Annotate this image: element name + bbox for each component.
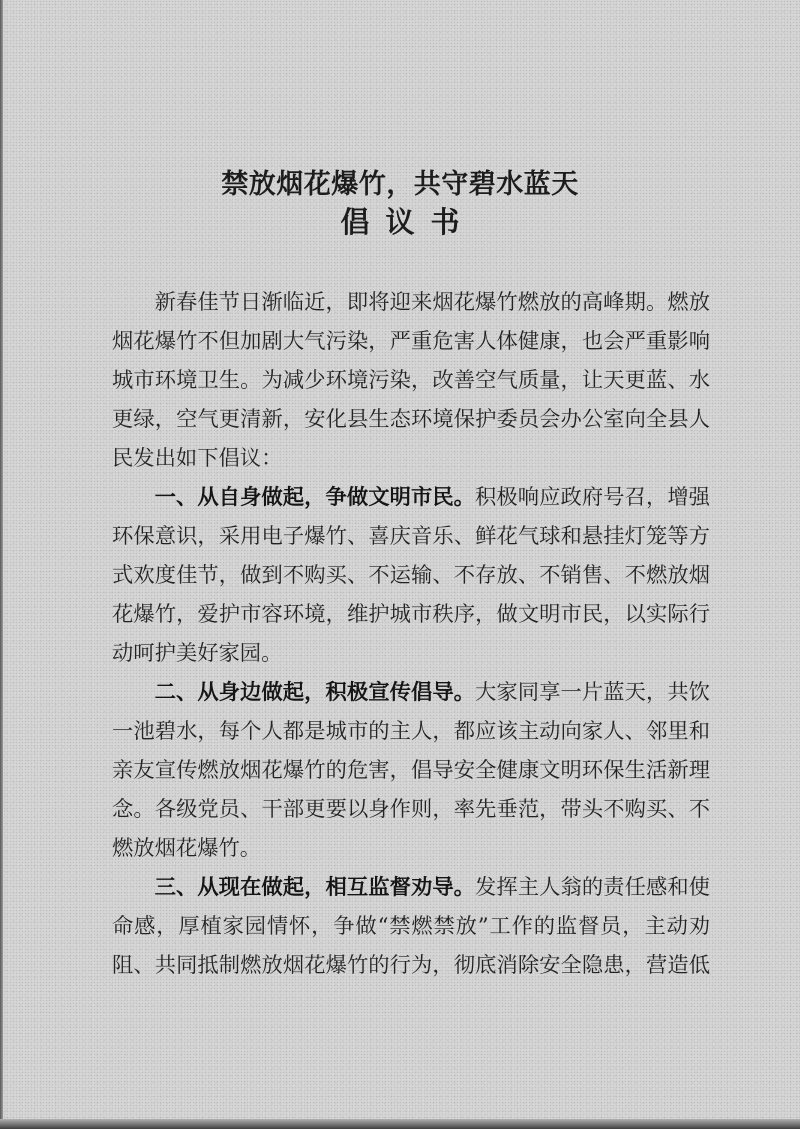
document-subtitle: 倡议书 [340,205,476,239]
section-heading-2: 二、从身边做起，积极宣传倡导。 [154,680,476,705]
paragraph-3-line-2: 一池碧水，每个人都是城市的主人，都应该主动向家人、邻里和 [112,719,710,744]
paragraph-3-line-3: 亲友宣传燃放烟花爆竹的危害，倡导安全健康文明环保生活新理 [112,758,710,783]
scan-edge-bottom [0,1119,800,1129]
document-title: 禁放烟花爆竹，共守碧水蓝天 [221,169,579,200]
paragraph-1-line-4: 更绿，空气更清新，安化县生态环境保护委员会办公室向全县人 [112,407,710,432]
paragraph-4-line-2: 命感，厚植家园情怀，争做“禁燃禁放”工作的监督员，主动劝 [112,914,710,939]
paragraph-2-line-5: 动呵护美好家园。 [112,641,283,666]
paragraph-1-line-5: 民发出如下倡议： [112,446,283,471]
paragraph-2-line-3: 式欢度佳节，做到不购买、不运输、不存放、不销售、不燃放烟 [112,563,710,588]
section-heading-3: 三、从现在做起，相互监督劝导。 [154,875,476,900]
paragraph-1-line-1: 新春佳节日渐临近，即将迎来烟花爆竹燃放的高峰期。燃放 [154,290,710,315]
paragraph-4-line-3: 阻、共同抵制燃放烟花爆竹的行为，彻底消除安全隐患，营造低 [112,953,710,978]
paragraph-4-line-1-text: 发挥主人翁的责任感和使 [475,875,710,900]
paragraph-3-line-1 [112,673,710,712]
paragraph-4-line-1 [112,868,710,907]
paragraph-3-line-4: 念。各级党员、干部更要以身作则，率先垂范，带头不购买、不 [112,797,710,822]
paragraph-2-line-1 [112,478,710,517]
paragraph-1-line-2: 烟花爆竹不但加剧大气污染，严重危害人体健康，也会严重影响 [112,329,710,354]
document-body [112,283,710,985]
paragraph-2-line-1-text: 积极响应政府号召，增强 [475,485,710,510]
paragraph-3-line-5: 燃放烟花爆竹。 [112,836,262,861]
paragraph-3-line-1-text: 大家同享一片蓝天，共饮 [475,680,710,705]
paragraph-2-line-4: 花爆竹，爱护市容环境，维护城市秩序，做文明市民，以实际行 [112,602,710,627]
paragraph-2-line-2: 环保意识，采用电子爆竹、喜庆音乐、鲜花气球和悬挂灯笼等方 [112,524,710,549]
paragraph-1-line-3: 城市环境卫生。为减少环境污染，改善空气质量，让天更蓝、水 [112,368,710,393]
section-heading-1: 一、从自身做起，争做文明市民。 [154,485,476,510]
